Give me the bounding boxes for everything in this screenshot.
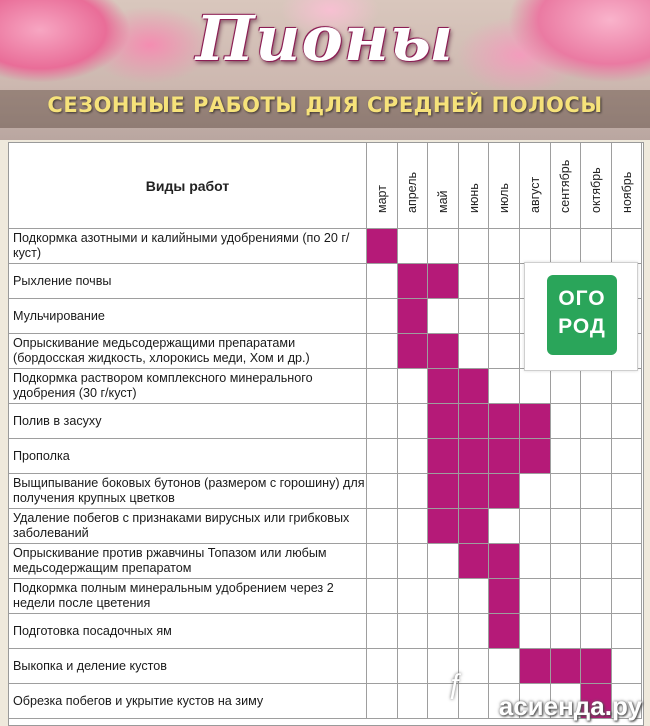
- schedule-cell: [551, 439, 582, 474]
- schedule-cell: [428, 299, 459, 334]
- month-header-6: [551, 143, 582, 229]
- schedule-cell: [367, 579, 398, 614]
- schedule-cell: [489, 264, 520, 299]
- schedule-cell: [398, 649, 429, 684]
- schedule-cell: [367, 299, 398, 334]
- schedule-cell: [398, 544, 429, 579]
- month-label: май: [435, 190, 450, 213]
- schedule-cell: [428, 544, 459, 579]
- schedule-cell: [398, 614, 429, 649]
- task-label: Выкопка и деление кустов: [9, 649, 367, 684]
- schedule-cell: [520, 614, 551, 649]
- schedule-cell: [367, 334, 398, 369]
- schedule-cell: [459, 334, 490, 369]
- schedule-cell-active: [428, 509, 459, 544]
- schedule-cell: [551, 404, 582, 439]
- month-label: ноябрь: [619, 171, 634, 213]
- schedule-cell-active: [489, 579, 520, 614]
- schedule-cell: [612, 404, 643, 439]
- schedule-cell: [489, 229, 520, 264]
- schedule-cell: [612, 614, 643, 649]
- schedule-cell-active: [520, 404, 551, 439]
- schedule-cell: [428, 614, 459, 649]
- schedule-cell: [398, 404, 429, 439]
- month-label: июнь: [466, 183, 481, 213]
- schedule-cell: [367, 404, 398, 439]
- schedule-cell: [489, 299, 520, 334]
- schedule-cell-active: [489, 404, 520, 439]
- schedule-cell: [520, 579, 551, 614]
- schedule-cell-active: [520, 439, 551, 474]
- schedule-cell-active: [489, 544, 520, 579]
- schedule-cell: [398, 229, 429, 264]
- task-label: Удаление побегов с признаками вирусных или грибковых заболеваний: [9, 509, 367, 544]
- schedule-cell-active: [459, 404, 490, 439]
- month-label: апрель: [405, 171, 420, 213]
- schedule-cell: [612, 369, 643, 404]
- schedule-cell-active: [459, 509, 490, 544]
- page-title: Пионы: [195, 2, 455, 75]
- month-header-2: [428, 143, 459, 229]
- month-label: сентябрь: [558, 159, 573, 213]
- schedule-cell: [551, 579, 582, 614]
- schedule-cell-active: [398, 334, 429, 369]
- schedule-cell: [398, 439, 429, 474]
- schedule-cell: [367, 474, 398, 509]
- schedule-cell-active: [489, 439, 520, 474]
- month-label: октябрь: [588, 167, 603, 213]
- schedule-cell: [551, 509, 582, 544]
- logo-text-line1: ОГО: [558, 287, 606, 310]
- task-label: Опрыскивание против ржавчины Топазом или любым медьсодержащим препаратом: [9, 544, 367, 579]
- task-label: Подкормка полным минеральным удобрением через 2 недели после цветения: [9, 579, 367, 614]
- header-banner: [0, 0, 650, 140]
- month-label: июль: [497, 183, 512, 213]
- schedule-cell: [367, 264, 398, 299]
- schedule-cell: [398, 579, 429, 614]
- schedule-cell: [612, 544, 643, 579]
- schedule-cell: [367, 509, 398, 544]
- schedule-cell: [489, 369, 520, 404]
- schedule-cell-active: [459, 439, 490, 474]
- schedule-cell: [612, 474, 643, 509]
- task-label: Мульчирование: [9, 299, 367, 334]
- task-label: Опрыскивание медьсодержащими препаратами (бордосская жидкость, хлорокись меди, Хом и др.): [9, 334, 367, 369]
- page-subtitle: СЕЗОННЫЕ РАБОТЫ ДЛЯ СРЕДНЕЙ ПОЛОСЫ: [47, 93, 603, 117]
- schedule-cell: [581, 509, 612, 544]
- ogorod-logo: [524, 262, 638, 371]
- schedule-cell-active: [520, 649, 551, 684]
- schedule-cell: [612, 229, 643, 264]
- month-header-7: [581, 143, 612, 229]
- schedule-cell: [459, 299, 490, 334]
- schedule-cell: [551, 544, 582, 579]
- schedule-cell: [367, 439, 398, 474]
- schedule-cell: [489, 334, 520, 369]
- schedule-cell: [581, 614, 612, 649]
- schedule-cell-active: [551, 649, 582, 684]
- schedule-cell: [459, 614, 490, 649]
- task-label: Прополка: [9, 439, 367, 474]
- schedule-cell-active: [459, 369, 490, 404]
- task-label: Выщипывание боковых бутонов (размером с горошину) для получения крупных цветков: [9, 474, 367, 509]
- schedule-cell: [489, 509, 520, 544]
- schedule-cell-active: [459, 474, 490, 509]
- task-label: Рыхление почвы: [9, 264, 367, 299]
- task-label: Подготовка посадочных ям: [9, 614, 367, 649]
- schedule-cell-active: [489, 614, 520, 649]
- schedule-cell: [581, 439, 612, 474]
- schedule-cell-active: [428, 334, 459, 369]
- schedule-cell: [367, 649, 398, 684]
- schedule-cell: [367, 684, 398, 719]
- schedule-cell: [398, 369, 429, 404]
- schedule-cell: [428, 579, 459, 614]
- schedule-cell-active: [428, 264, 459, 299]
- schedule-cell-active: [459, 544, 490, 579]
- schedule-cell-active: [428, 369, 459, 404]
- month-header-8: [612, 143, 643, 229]
- month-header-0: [367, 143, 398, 229]
- schedule-cell: [612, 579, 643, 614]
- schedule-cell: [581, 544, 612, 579]
- schedule-table: [8, 142, 644, 726]
- schedule-cell: [398, 509, 429, 544]
- schedule-cell: [398, 474, 429, 509]
- task-label: Обрезка побегов и укрытие кустов на зиму: [9, 684, 367, 719]
- task-label: Полив в засуху: [9, 404, 367, 439]
- schedule-cell: [612, 439, 643, 474]
- schedule-cell: [459, 229, 490, 264]
- schedule-cell-active: [367, 229, 398, 264]
- schedule-cell-active: [428, 474, 459, 509]
- month-header-3: [459, 143, 490, 229]
- schedule-cell-active: [581, 649, 612, 684]
- schedule-cell: [520, 474, 551, 509]
- schedule-cell: [551, 474, 582, 509]
- schedule-cell: [612, 649, 643, 684]
- schedule-cell: [459, 264, 490, 299]
- schedule-cell-active: [398, 264, 429, 299]
- month-label: март: [374, 185, 389, 213]
- schedule-cell: [581, 579, 612, 614]
- schedule-cell: [581, 404, 612, 439]
- schedule-cell: [367, 614, 398, 649]
- schedule-cell: [551, 369, 582, 404]
- logo-badge: [547, 275, 617, 355]
- schedule-cell: [520, 509, 551, 544]
- schedule-cell: [520, 229, 551, 264]
- schedule-cell: [520, 369, 551, 404]
- schedule-cell: [398, 684, 429, 719]
- logo-text-line2: РОД: [558, 315, 606, 338]
- schedule-cell: [581, 229, 612, 264]
- schedule-cell: [581, 474, 612, 509]
- task-label: Подкормка раствором комплексного минерального удобрения (30 г/куст): [9, 369, 367, 404]
- schedule-cell: [489, 649, 520, 684]
- task-column-header: Виды работ: [9, 143, 367, 229]
- schedule-grid: [9, 143, 642, 719]
- month-header-1: [398, 143, 429, 229]
- watermark: асиенда.ру: [498, 691, 642, 721]
- schedule-cell: [459, 579, 490, 614]
- schedule-cell: [551, 614, 582, 649]
- schedule-cell: [367, 544, 398, 579]
- month-label: август: [527, 176, 542, 213]
- schedule-cell-active: [428, 404, 459, 439]
- schedule-cell: [581, 369, 612, 404]
- schedule-cell-active: [428, 439, 459, 474]
- schedule-cell: [520, 544, 551, 579]
- schedule-cell: [612, 509, 643, 544]
- schedule-cell-active: [398, 299, 429, 334]
- schedule-cell: [367, 369, 398, 404]
- month-header-5: [520, 143, 551, 229]
- watermark-icon: ƒ: [448, 668, 464, 699]
- month-header-4: [489, 143, 520, 229]
- schedule-cell: [551, 229, 582, 264]
- schedule-cell-active: [489, 474, 520, 509]
- task-label: Подкормка азотными и калийными удобрениями (по 20 г/куст): [9, 229, 367, 264]
- schedule-cell: [428, 229, 459, 264]
